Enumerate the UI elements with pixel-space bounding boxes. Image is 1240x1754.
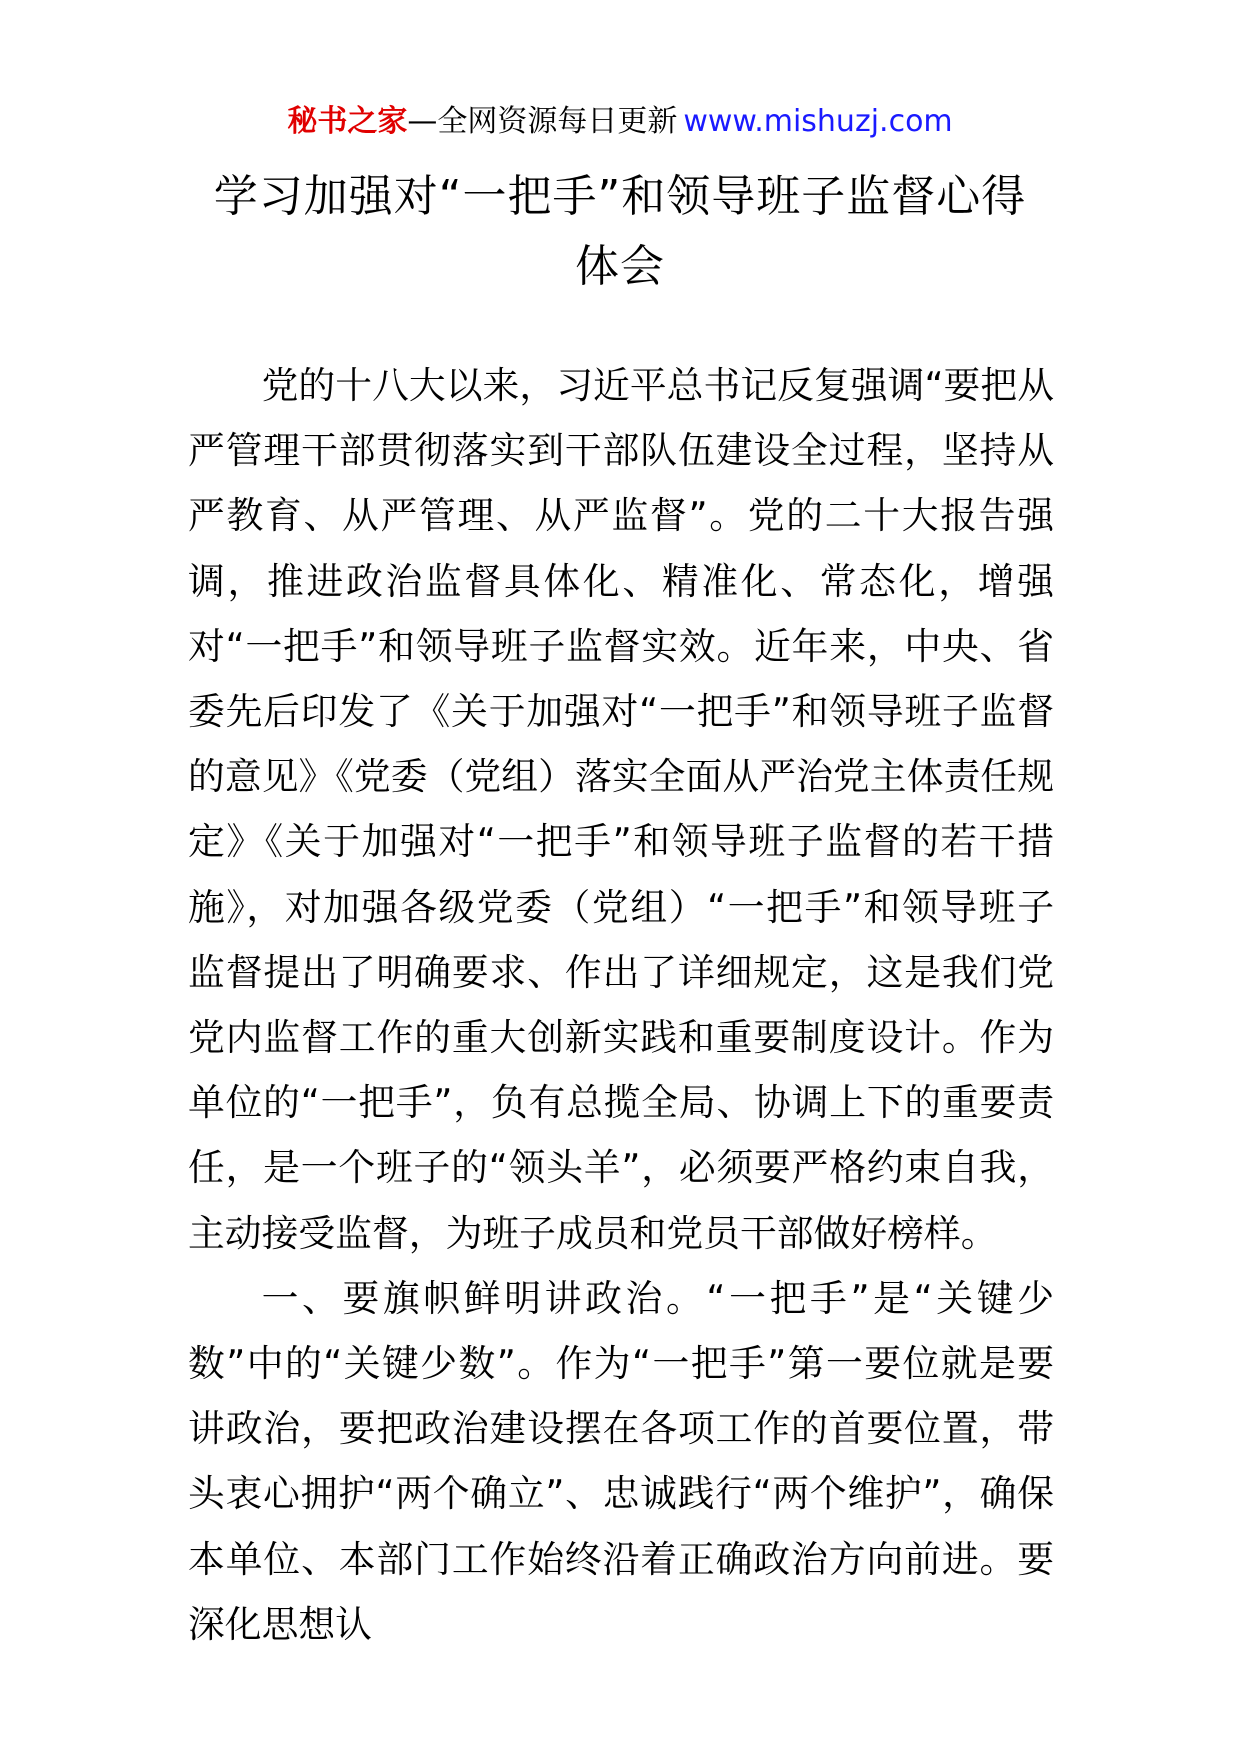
document-body	[188, 353, 1054, 1657]
paragraph: 一、要旗帜鲜明讲政治。“一把手”是“关键少数”中的“关键少数”。作为“一把手”第一要位就是要讲政治，要把政治建设摆在各项工作的首要位置，带头衷心拥护“两个确立”、忠诚践行“两个维护”，确保本单位、本部门工作始终沿着正确政治方向前进。要深化思想认	[188, 1276, 1054, 1646]
paragraph: 党的十八大以来，习近平总书记反复强调“要把从严管理干部贯彻落实到干部队伍建设全过程，坚持从严教育、从严管理、从严监督”。党的二十大报告强调，推进政治监督具体化、精准化、常态化，增强对“一把手”和领导班子监督实效。近年来，中央、省委先后印发了《关于加强对“一把手”和领导班子监督的意见》《党委（党组）落实全面从严治党主体责任规定》《关于加强对“一把手”和领导班子监督的若干措施》，对加强各级党委（党组）“一把手”和领导班子监督提出了明确要求、作出了详细规定，这是我们党党内监督工作的重大创新实践和重要制度设计。作为单位的“一把手”，负有总揽全局、协调上下的重要责任，是一个班子的“领头羊”，必须要严格约束自我，主动接受监督，为班子成员和党员干部做好榜样。	[188, 364, 1054, 1255]
header-tagline: —全网资源每日更新	[407, 104, 678, 139]
site-header	[0, 100, 1240, 144]
brand-name: 秘书之家	[287, 104, 408, 139]
document-title: 学习加强对“一把手”和领导班子监督心得体会	[213, 171, 1027, 292]
site-url-link[interactable]: www.mishuzj.com	[683, 104, 953, 139]
